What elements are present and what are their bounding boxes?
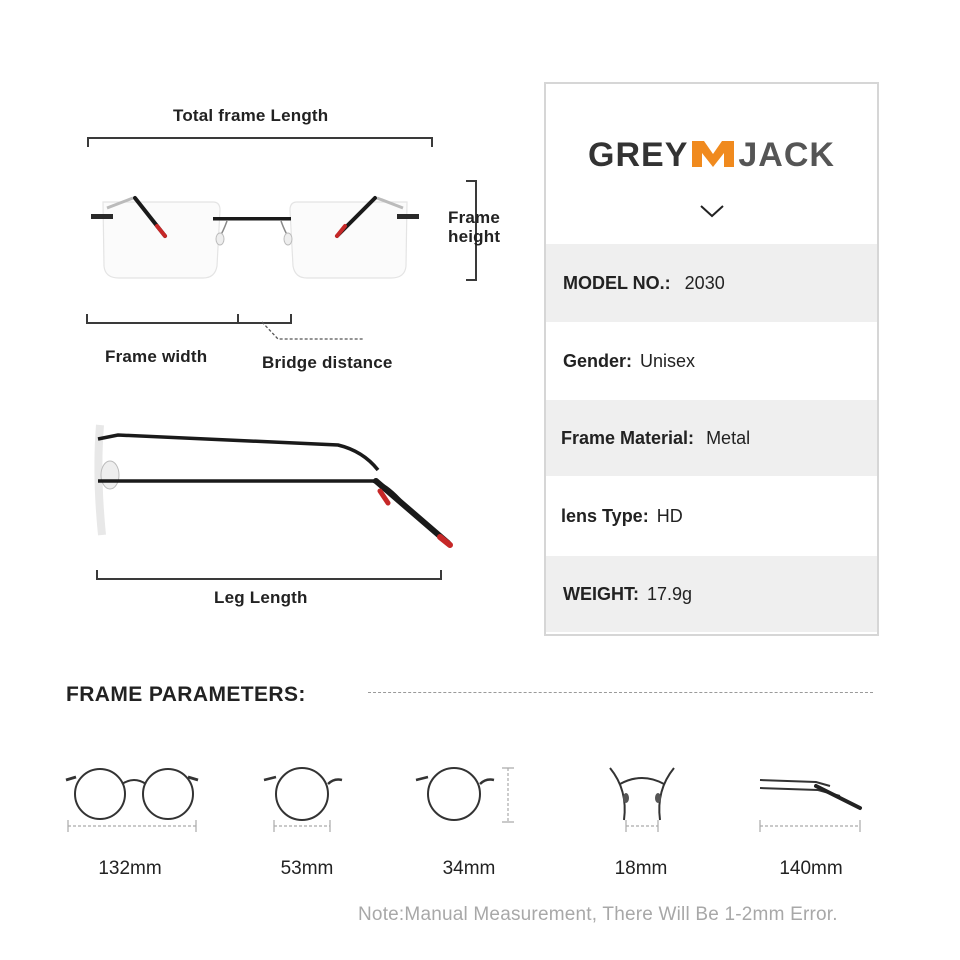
leg-length-icon (756, 766, 866, 834)
spec-row-gender (546, 322, 877, 400)
spec-value-gender: Unisex (640, 350, 696, 371)
spec-row-weight (546, 556, 877, 632)
measurement-note: Note:Manual Measurement, There Will Be 1-2mm Error. (358, 904, 838, 925)
leg-length-dimension-line (96, 570, 442, 580)
param-leg-length-value: 140mm (779, 858, 843, 879)
spec-key-model: MODEL NO.: (563, 272, 671, 293)
spec-row-model (546, 244, 877, 322)
spec-value-weight: 17.9g (647, 583, 693, 604)
param-frame-height-value: 34mm (442, 858, 496, 879)
frame-height-icon (412, 762, 518, 834)
brand-name-left: GREY (588, 136, 689, 174)
spec-key-weight: WEIGHT: (563, 583, 639, 604)
frame-height-label-line1: Frame (448, 208, 501, 227)
side-view-glasses-image (88, 415, 468, 560)
frame-height-label-line2: height (448, 227, 501, 246)
frame-parameters-title: FRAME PARAMETERS: (66, 683, 306, 706)
bridge-distance-label: Bridge distance (262, 353, 393, 372)
frame-width-icon (262, 762, 346, 834)
spec-key-lens: lens Type: (561, 505, 649, 526)
bridge-leader-line (258, 320, 368, 344)
brand-name-right: JACK (738, 136, 835, 174)
param-frame-width-value: 53mm (280, 858, 334, 879)
frame-width-label: Frame width (105, 347, 208, 366)
spec-key-gender: Gender: (563, 350, 633, 371)
spec-key-material: Frame Material: (561, 427, 695, 448)
spec-value-material: Metal (706, 427, 751, 448)
leg-length-label: Leg Length (214, 588, 308, 607)
param-total-length-value: 132mm (98, 858, 162, 879)
spec-value-lens: HD (656, 505, 683, 526)
bridge-icon (606, 762, 678, 834)
param-bridge-value: 18mm (614, 858, 668, 879)
brand-emblem-icon (690, 139, 736, 169)
front-view-glasses-image (85, 180, 425, 290)
total-length-dimension-line (87, 137, 433, 147)
brand-logo (546, 136, 877, 175)
spec-value-model: 2030 (684, 272, 725, 293)
spec-card (544, 82, 879, 636)
section-divider (368, 692, 873, 693)
spec-row-material (546, 400, 877, 476)
total-frame-length-label: Total frame Length (173, 106, 329, 125)
spec-row-lens (546, 476, 877, 556)
total-length-icon (62, 762, 202, 834)
chevron-down-icon (698, 202, 726, 220)
